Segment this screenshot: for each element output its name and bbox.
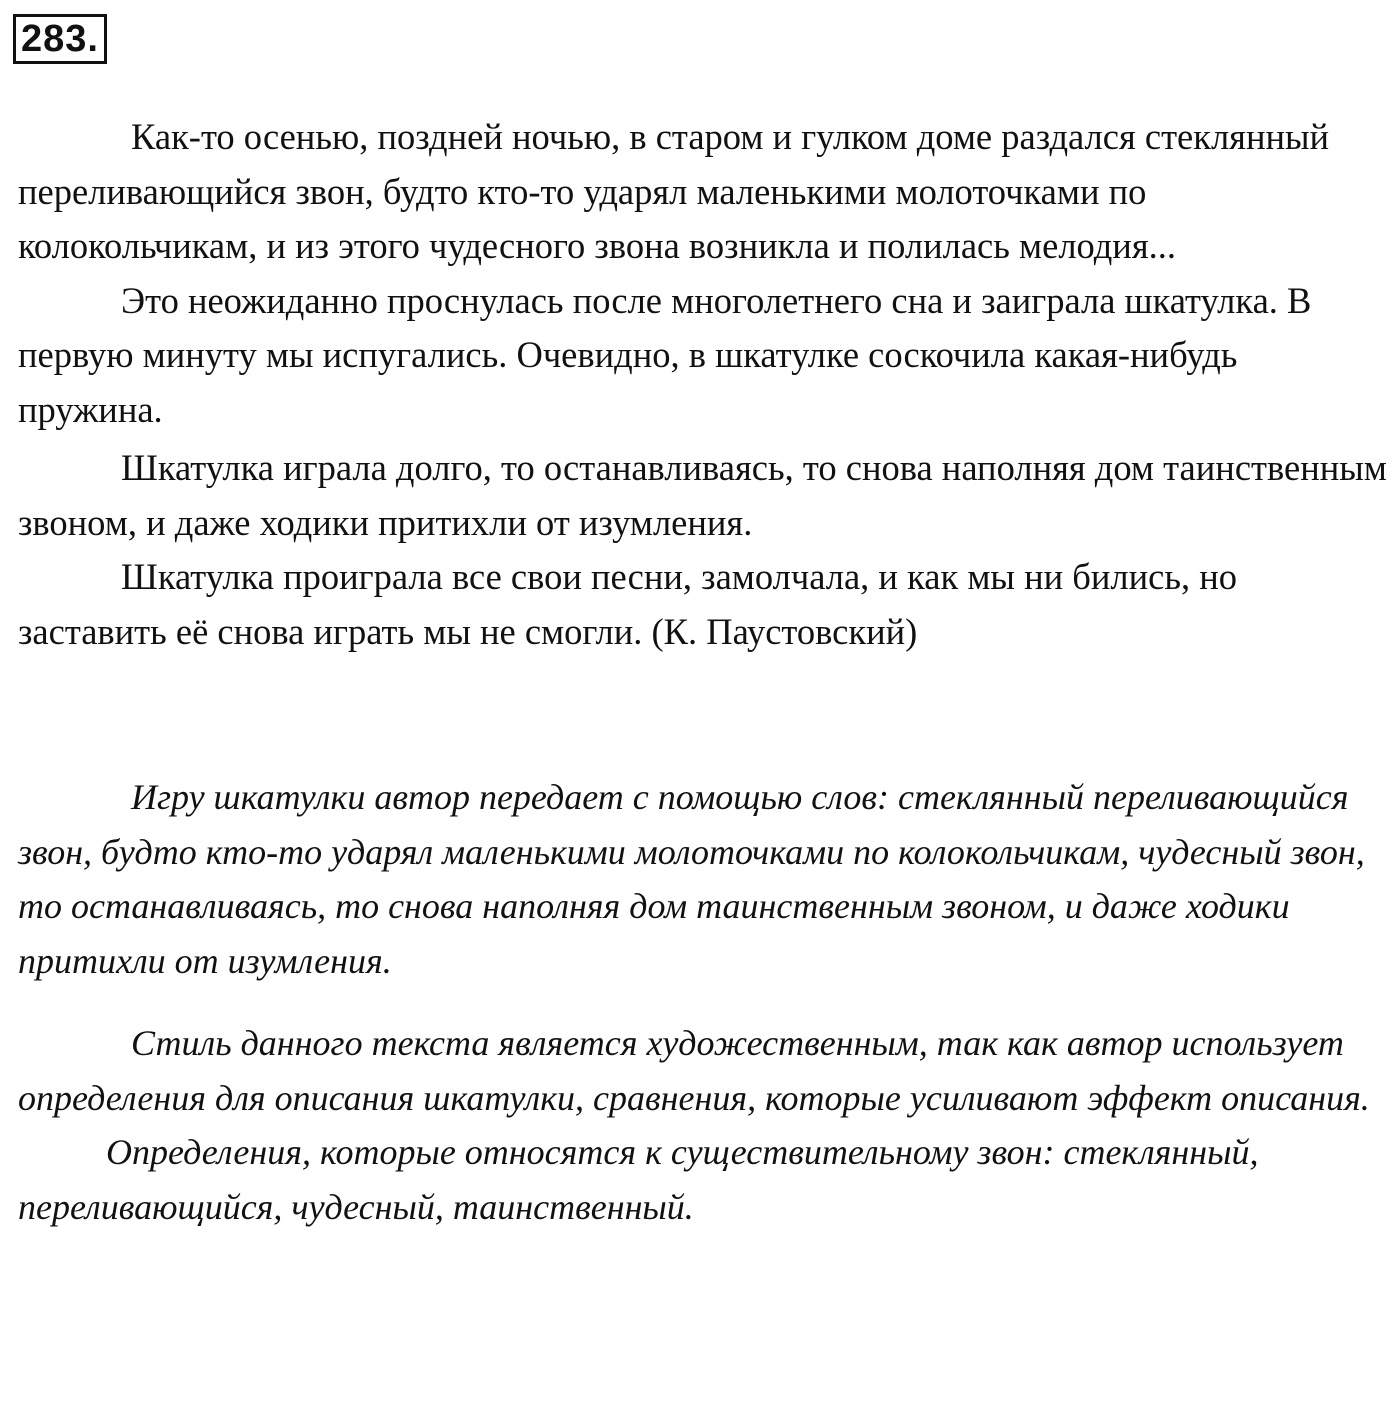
answer-paragraph: Игру шкатулки автор передает с помощью слов: стеклянный переливающийся звон, будто кто-то ударял маленькими молоточками по колокольчикам, чудесный звон, то останавливаясь, то снова наполняя дом таинственным звоном, и даже ходики притихли от изумления. bbox=[18, 777, 1365, 981]
answer-analysis bbox=[18, 770, 1390, 988]
answer-paragraph: Определения, которые относятся к существительному звон: стеклянный, переливающийся, чудесный, таинственный. bbox=[18, 1132, 1259, 1227]
answer-paragraph: Стиль данного текста является художественным, так как автор использует определения для описания шкатулки, сравнения, которые усиливают эффект описания. bbox=[18, 1023, 1370, 1118]
source-text bbox=[18, 110, 1390, 659]
answer-style bbox=[18, 1016, 1390, 1234]
exercise-number: 283. bbox=[13, 14, 107, 64]
source-paragraph: Шкатулка играла долго, то останавливаясь, то снова наполняя дом таинственным звоном, и даже ходики притихли от изумления. bbox=[18, 447, 1387, 543]
source-paragraph: Шкатулка проиграла все свои песни, замолчала, и как мы ни бились, но заставить её снова играть мы не смогли. (К. Паустовский) bbox=[18, 556, 1237, 652]
source-paragraph: Как-то осенью, поздней ночью, в старом и гулком доме раздался стеклянный переливающийся звон, будто кто-то ударял маленькими молоточками по колокольчикам, и из этого чудесного звона возникла и полилась мелодия... bbox=[18, 116, 1330, 266]
source-paragraph: Это неожиданно проснулась после многолетнего сна и заиграла шкатулка. В первую минуту мы испугались. Очевидно, в шкатулке соскочила какая-нибудь пружина. bbox=[18, 279, 1312, 430]
